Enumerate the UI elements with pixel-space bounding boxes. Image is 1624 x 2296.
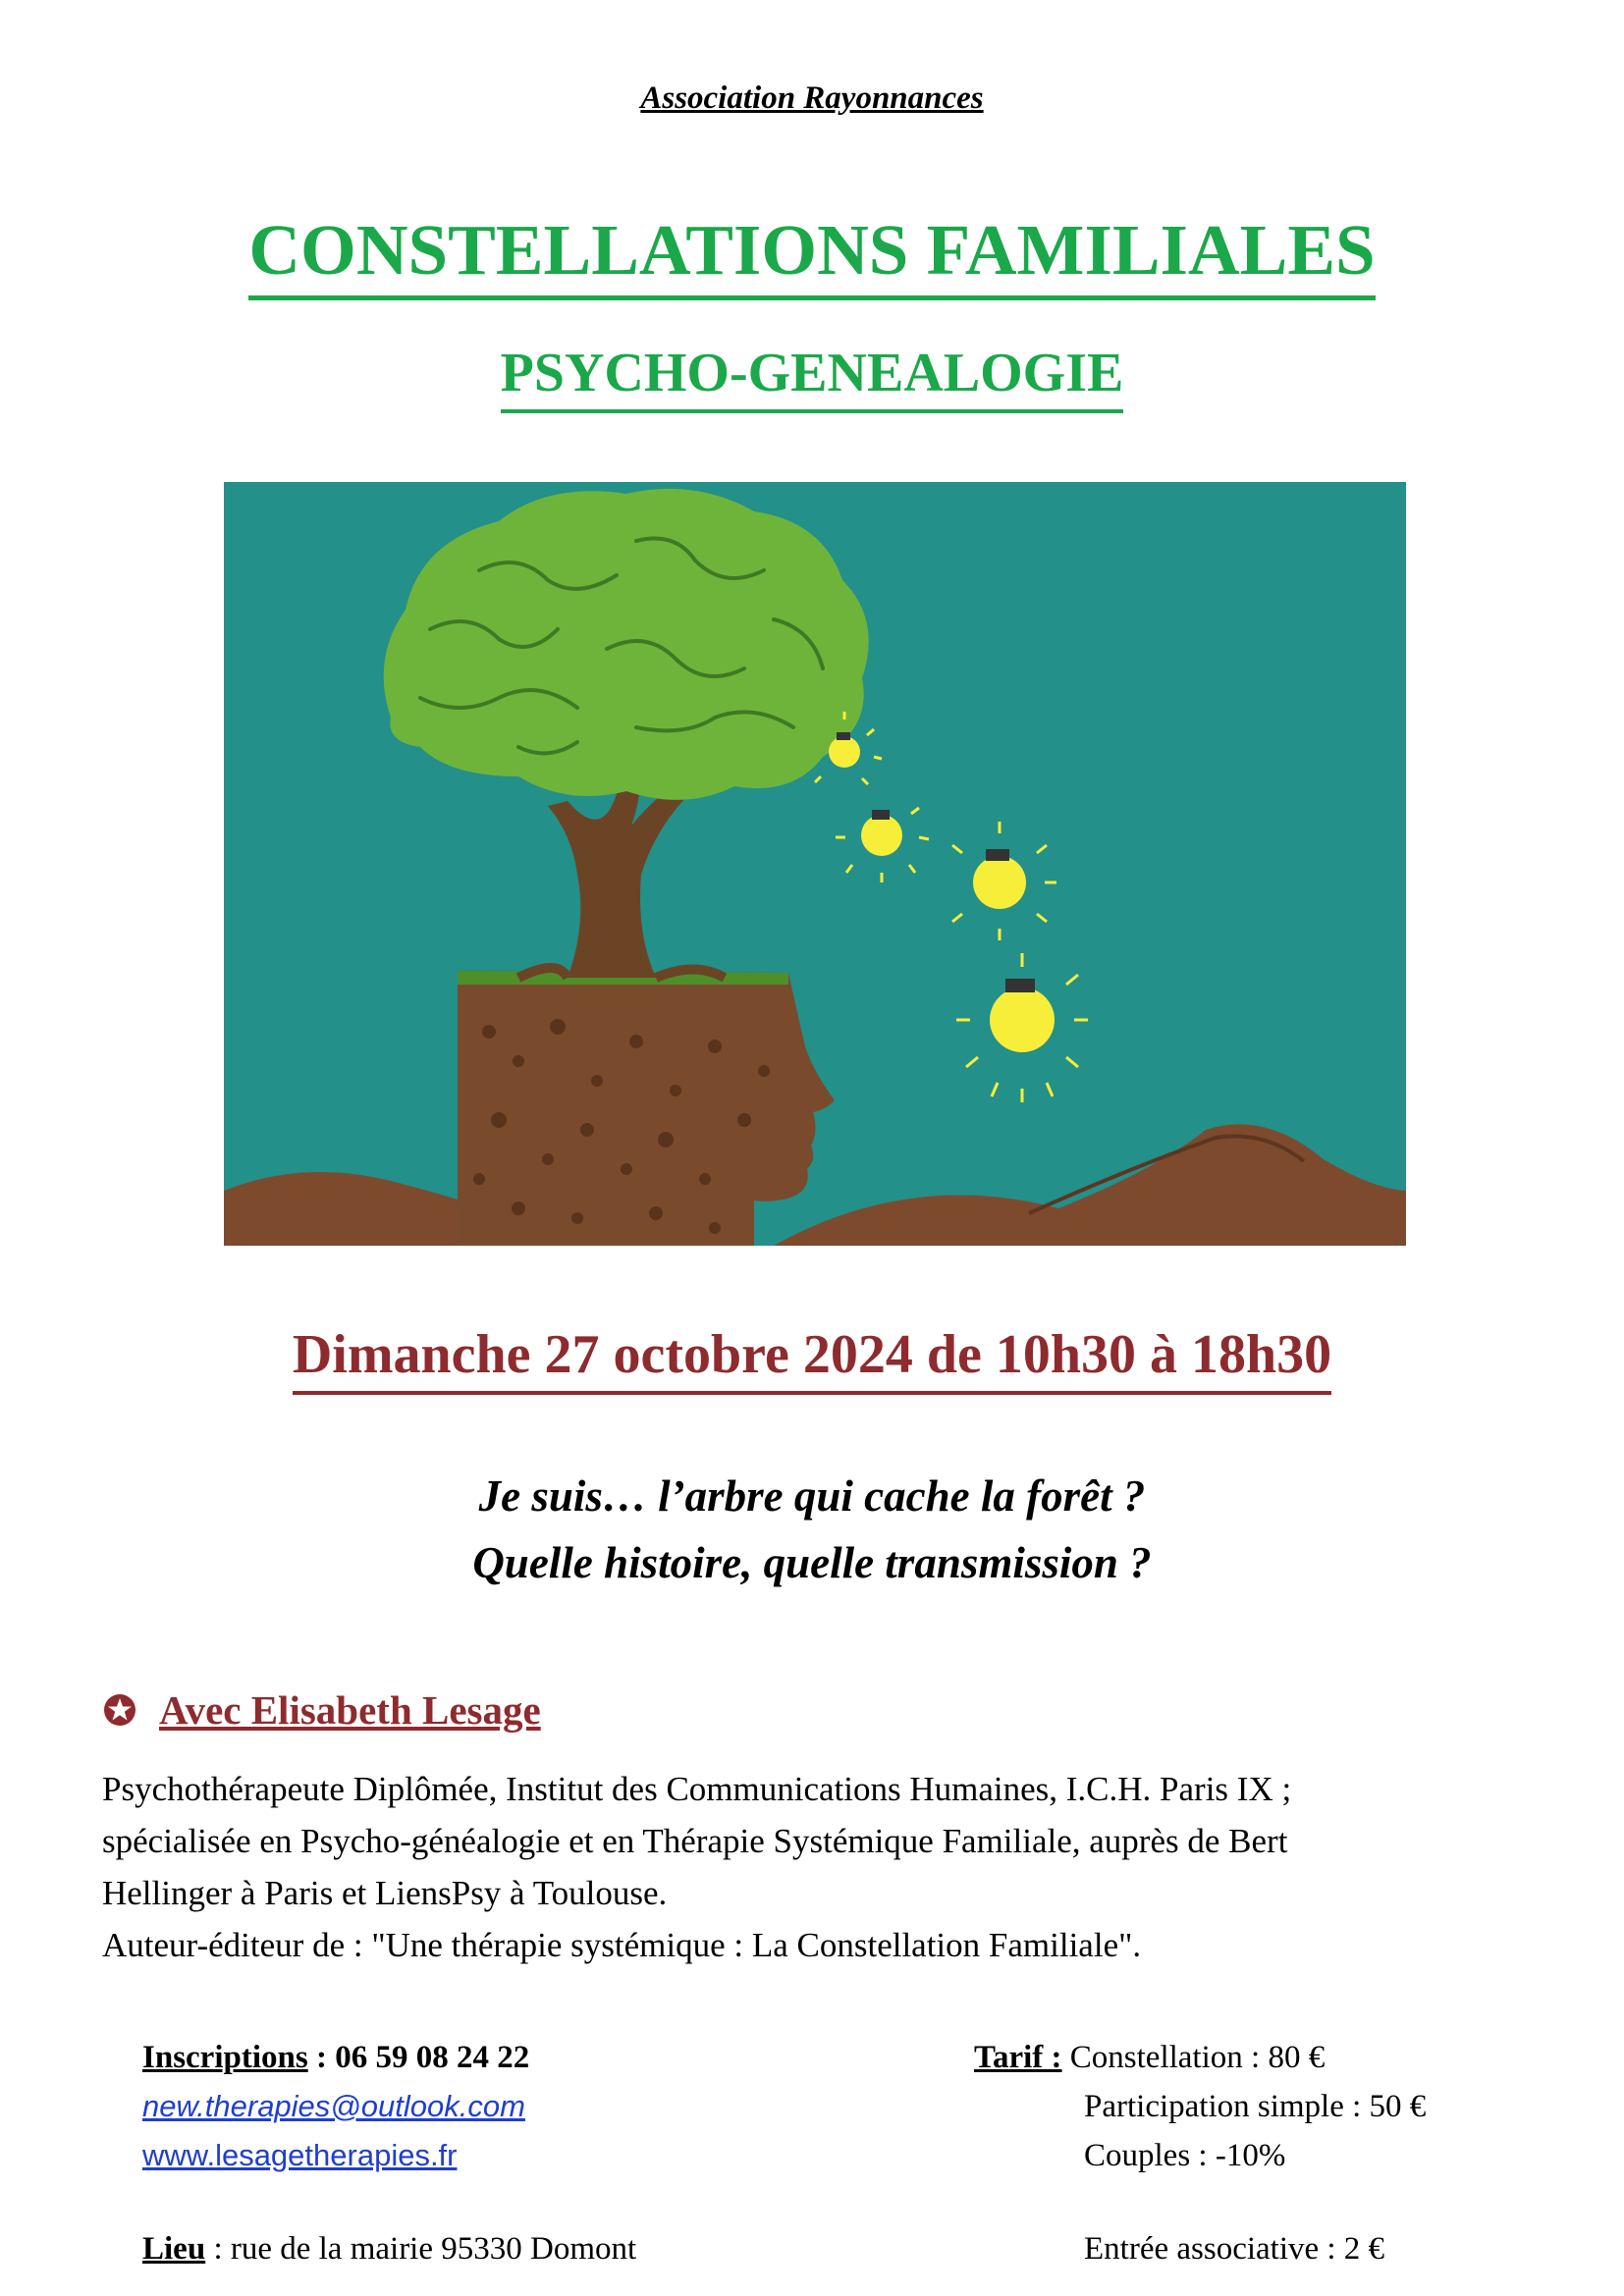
star-bullet-icon (102, 1692, 137, 1728)
tree-head-lightbulbs-illustration (224, 482, 1406, 1246)
phone-number: : 06 59 08 24 22 (307, 2040, 530, 2075)
location-line (142, 2224, 636, 2273)
facilitator-heading (102, 1686, 541, 1734)
location-value: : rue de la mairie 95330 Domont (205, 2231, 637, 2267)
bio-line: Hellinger à Paris et LiensPsy à Toulouse. (102, 1874, 668, 1912)
association-name (0, 80, 1624, 117)
tagline (0, 1463, 1624, 1596)
website-link[interactable]: www.lesagetherapies.fr (142, 2138, 458, 2172)
page-subtitle (0, 343, 1624, 403)
inscriptions-line (142, 2033, 529, 2082)
tarif-line (974, 2033, 1325, 2082)
tagline-line: Quelle histoire, quelle transmission ? (472, 1538, 1152, 1587)
tarif-item: Constellation : 80 € (1069, 2040, 1326, 2075)
tarif-label: Tarif : (974, 2040, 1062, 2075)
tagline-line: Je suis… l’arbre qui cache la forêt ? (478, 1471, 1146, 1521)
title-text: CONSTELLATIONS FAMILIALES (248, 210, 1375, 300)
location-label: Lieu (142, 2231, 206, 2267)
bio-line: Psychothérapeute Diplômée, Institut des Communications Humaines, I.C.H. Paris IX ; (102, 1770, 1292, 1808)
email-link[interactable]: new.therapies@outlook.com (142, 2089, 525, 2123)
tarif-item: Couples : -10% (1084, 2138, 1286, 2173)
bio-line: spécialisée en Psycho-généalogie et en Thérapie Systémique Familiale, auprès de Bert (102, 1822, 1288, 1860)
association-text: Association Rayonnances (640, 80, 984, 116)
subtitle-text: PSYCHO-GENEALOGIE (501, 343, 1124, 413)
page-title (0, 210, 1624, 290)
tarif-item: Entrée associative : 2 € (1084, 2231, 1385, 2267)
facilitator-name: Avec Elisabeth Lesage (159, 1687, 541, 1733)
tarif-item: Participation simple : 50 € (1084, 2089, 1427, 2124)
bio-line: Auteur-éditeur de : "Une thérapie systémique : La Constellation Familiale". (102, 1926, 1142, 1964)
event-date (0, 1324, 1624, 1385)
event-date-text: Dimanche 27 octobre 2024 de 10h30 à 18h30 (293, 1324, 1331, 1395)
facilitator-bio (102, 1763, 1536, 1971)
inscriptions-label: Inscriptions (142, 2040, 308, 2075)
